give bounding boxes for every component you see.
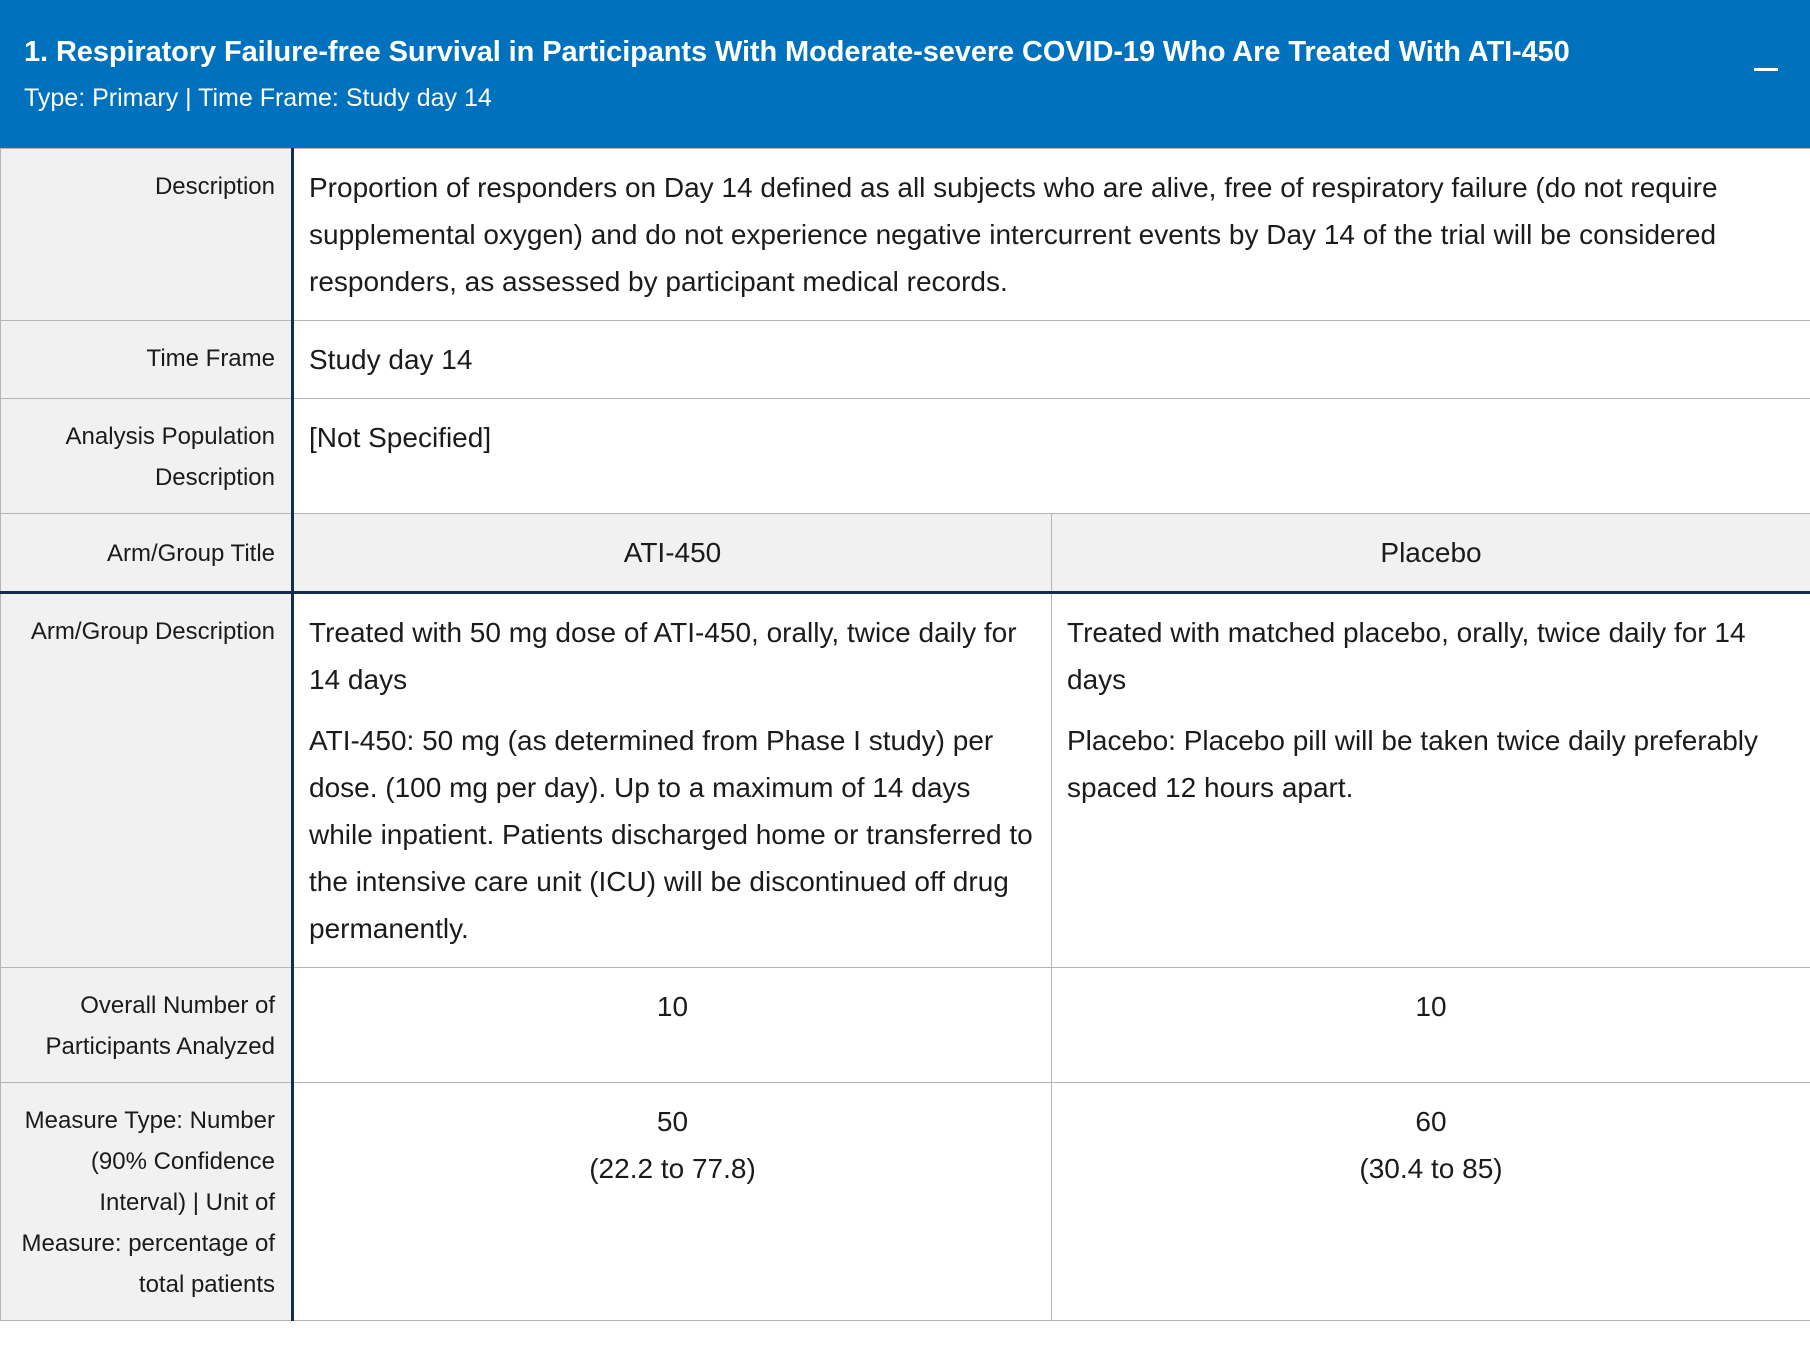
measure-confidence-interval: (22.2 to 77.8) <box>589 1153 756 1184</box>
measure-ati-450 <box>293 1083 1052 1321</box>
row-description <box>1 149 1810 321</box>
participants-placebo: 10 <box>1052 968 1810 1083</box>
collapse-button[interactable] <box>1748 46 1786 84</box>
row-arm-group-description <box>1 593 1810 968</box>
arm-description-text: Placebo: Placebo pill will be taken twice daily preferably spaced 12 hours apart. <box>1067 725 1759 803</box>
arm-description-placebo <box>1052 593 1810 968</box>
measure-value: 50 <box>656 1106 689 1137</box>
arm-description-text: Treated with 50 mg dose of ATI-450, orally, twice daily for 14 days <box>309 617 1017 695</box>
outcome-measure-table <box>0 148 1810 1321</box>
row-time-frame <box>1 321 1810 399</box>
outcome-measure-subtitle: Type: Primary | Time Frame: Study day 14 <box>24 84 492 112</box>
arm-description-ati-450 <box>293 593 1052 968</box>
row-analysis-population <box>1 399 1810 514</box>
value-time-frame: Study day 14 <box>293 321 1810 399</box>
measure-confidence-interval: (30.4 to 85) <box>1359 1153 1503 1184</box>
label-arm-group-description: Arm/Group Description <box>1 593 293 968</box>
arm-title-placebo: Placebo <box>1052 514 1810 593</box>
label-description: Description <box>1 149 293 321</box>
participants-ati-450: 10 <box>293 968 1052 1083</box>
row-measure-type <box>1 1083 1810 1321</box>
row-overall-number <box>1 968 1810 1083</box>
label-time-frame: Time Frame <box>1 321 293 399</box>
measure-value: 60 <box>1415 1106 1447 1137</box>
measure-placebo <box>1052 1083 1810 1321</box>
label-overall-number: Overall Number of Participants Analyzed <box>1 968 293 1083</box>
outcome-measure-title: 1. Respiratory Failure-free Survival in Participants With Moderate-severe COVID-19 Who Are Treated With ATI-450 <box>24 36 1570 68</box>
arm-title-ati-450: ATI-450 <box>293 514 1052 593</box>
label-analysis-population: Analysis Population Description <box>1 399 293 514</box>
minus-icon <box>1754 68 1778 71</box>
arm-description-text: Treated with matched placebo, orally, twice daily for 14 days <box>1067 617 1746 695</box>
outcome-measure-header[interactable] <box>0 0 1810 148</box>
row-arm-group-title <box>1 514 1810 593</box>
label-arm-group-title: Arm/Group Title <box>1 514 293 593</box>
value-analysis-population: [Not Specified] <box>293 399 1810 514</box>
arm-description-text: ATI-450: 50 mg (as determined from Phase I study) per dose. (100 mg per day). Up to a maximum of 14 days while inpatient. Patients discharged home or transferred to the intensive care unit (ICU) will be discontinued off drug permanently. <box>309 725 1033 944</box>
label-measure-type: Measure Type: Number (90% Confidence Interval) | Unit of Measure: percentage of total patients <box>1 1083 293 1321</box>
value-description: Proportion of responders on Day 14 defined as all subjects who are alive, free of respiratory failure (do not require supplemental oxygen) and do not experience negative intercurrent events by Day 14 of the trial will be considered responders, as assessed by participant medical records. <box>293 149 1810 321</box>
